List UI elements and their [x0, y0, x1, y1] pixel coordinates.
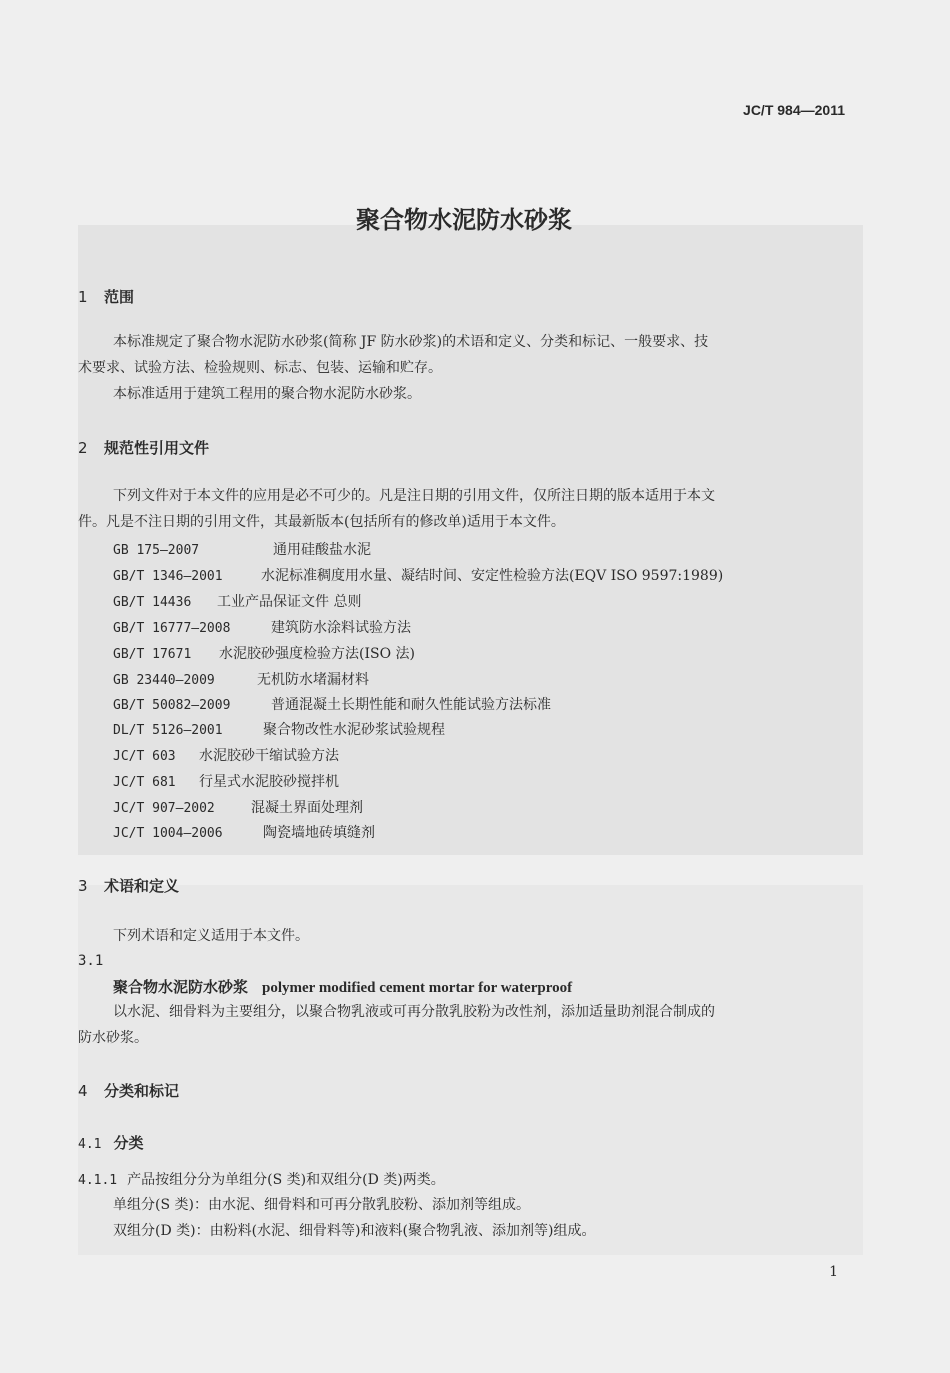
document-title: 聚合物水泥防水砂浆	[356, 206, 572, 234]
paragraph-line: 件。凡是不注日期的引用文件，其最新版本(包括所有的修改单)适用于本文件。	[78, 514, 565, 530]
reference-code: JC/T 1004—2006	[113, 826, 223, 841]
reference-name: 水泥胶砂干缩试验方法	[199, 748, 339, 764]
term-english: polymer modified cement mortar for waterproof	[262, 980, 573, 996]
paragraph: 单组分(S 类)：由水泥、细骨料和可再分散乳胶粉、添加剂等组成。	[113, 1197, 530, 1213]
clause-item	[78, 1169, 445, 1189]
reference-name: 普通混凝土长期性能和耐久性能试验方法标准	[271, 697, 551, 713]
paragraph: 本标准适用于建筑工程用的聚合物水泥防水砂浆。	[113, 386, 421, 402]
reference-item	[113, 694, 551, 714]
reference-code: DL/T 5126—2001	[113, 723, 223, 738]
section-title: 规范性引用文件	[104, 439, 210, 457]
reference-name: 建筑防水涂料试验方法	[271, 620, 411, 636]
section-title: 分类和标记	[104, 1082, 180, 1100]
clause-text: 产品按组分分为单组分(S 类)和双组分(D 类)两类。	[127, 1172, 445, 1188]
section-number: 2	[78, 439, 88, 457]
paragraph: 下列术语和定义适用于本文件。	[113, 928, 309, 944]
section-1-heading	[78, 286, 134, 307]
reference-name: 聚合物改性水泥砂浆试验规程	[263, 722, 445, 738]
section-4-heading	[78, 1080, 179, 1101]
section-title: 范围	[104, 288, 135, 306]
reference-code: GB 23440—2009	[113, 673, 215, 688]
reference-name: 通用硅酸盐水泥	[273, 542, 371, 558]
reference-item	[113, 669, 369, 689]
reference-item	[113, 745, 339, 765]
paragraph-line: 以水泥、细骨料为主要组分，以聚合物乳液或可再分散乳胶粉为改性剂，添加适量助剂混合制成的	[113, 1004, 715, 1020]
reference-item	[113, 719, 445, 739]
section-number: 1	[78, 288, 88, 306]
standard-code: JC/T 984—2011	[743, 102, 845, 118]
section-3-heading	[78, 875, 179, 896]
term-number: 3.1	[78, 953, 104, 969]
section-number: 4	[78, 1082, 88, 1100]
paragraph-line: 术要求、试验方法、检验规则、标志、包装、运输和贮存。	[78, 360, 442, 376]
paragraph-line: 防水砂浆。	[78, 1030, 148, 1046]
reference-code: GB/T 1346—2001	[113, 569, 223, 584]
reference-code: GB/T 14436	[113, 595, 192, 610]
reference-name: 行星式水泥胶砂搅拌机	[199, 774, 339, 790]
reference-name: 水泥胶砂强度检验方法(ISO 法)	[219, 646, 415, 662]
reference-code: GB/T 16777—2008	[113, 621, 231, 636]
reference-code: JC/T 907—2002	[113, 801, 215, 816]
section-number: 3	[78, 877, 88, 895]
reference-code: GB 175—2007	[113, 543, 200, 558]
reference-item	[113, 591, 361, 611]
page-number: 1	[829, 1264, 838, 1280]
reference-item	[113, 771, 339, 791]
section-2-heading	[78, 437, 209, 458]
reference-item	[113, 565, 723, 585]
paragraph-line: 下列文件对于本文件的应用是必不可少的。凡是注日期的引用文件，仅所注日期的版本适用于本文	[113, 488, 715, 504]
subsection-heading	[78, 1132, 144, 1153]
reference-code: GB/T 17671	[113, 647, 192, 662]
reference-code: JC/T 681	[113, 775, 176, 790]
reference-item	[113, 643, 415, 663]
reference-name: 无机防水堵漏材料	[257, 672, 369, 688]
term-chinese: 聚合物水泥防水砂浆	[113, 978, 249, 996]
subsection-number: 4.1	[78, 1137, 102, 1152]
reference-code: JC/T 603	[113, 749, 176, 764]
term-heading	[113, 976, 572, 997]
reference-name: 陶瓷墙地砖填缝剂	[263, 825, 375, 841]
subsection-title: 分类	[113, 1134, 144, 1152]
section-title: 术语和定义	[104, 877, 180, 895]
paragraph: 双组分(D 类)：由粉料(水泥、细骨料等)和液料(聚合物乳液、添加剂等)组成。	[113, 1223, 596, 1239]
reference-item	[113, 797, 363, 817]
paragraph-line: 本标准规定了聚合物水泥防水砂浆(简称 JF 防水砂浆)的术语和定义、分类和标记、一般要求、技	[113, 334, 709, 350]
reference-item	[113, 617, 411, 637]
reference-item	[113, 539, 371, 559]
reference-name: 水泥标准稠度用水量、凝结时间、安定性检验方法(EQV ISO 9597:1989)	[261, 568, 724, 584]
clause-number: 4.1.1	[78, 1173, 118, 1188]
reference-name: 混凝土界面处理剂	[251, 800, 363, 816]
reference-item	[113, 822, 375, 842]
reference-name: 工业产品保证文件 总则	[217, 594, 362, 610]
reference-code: GB/T 50082—2009	[113, 698, 231, 713]
